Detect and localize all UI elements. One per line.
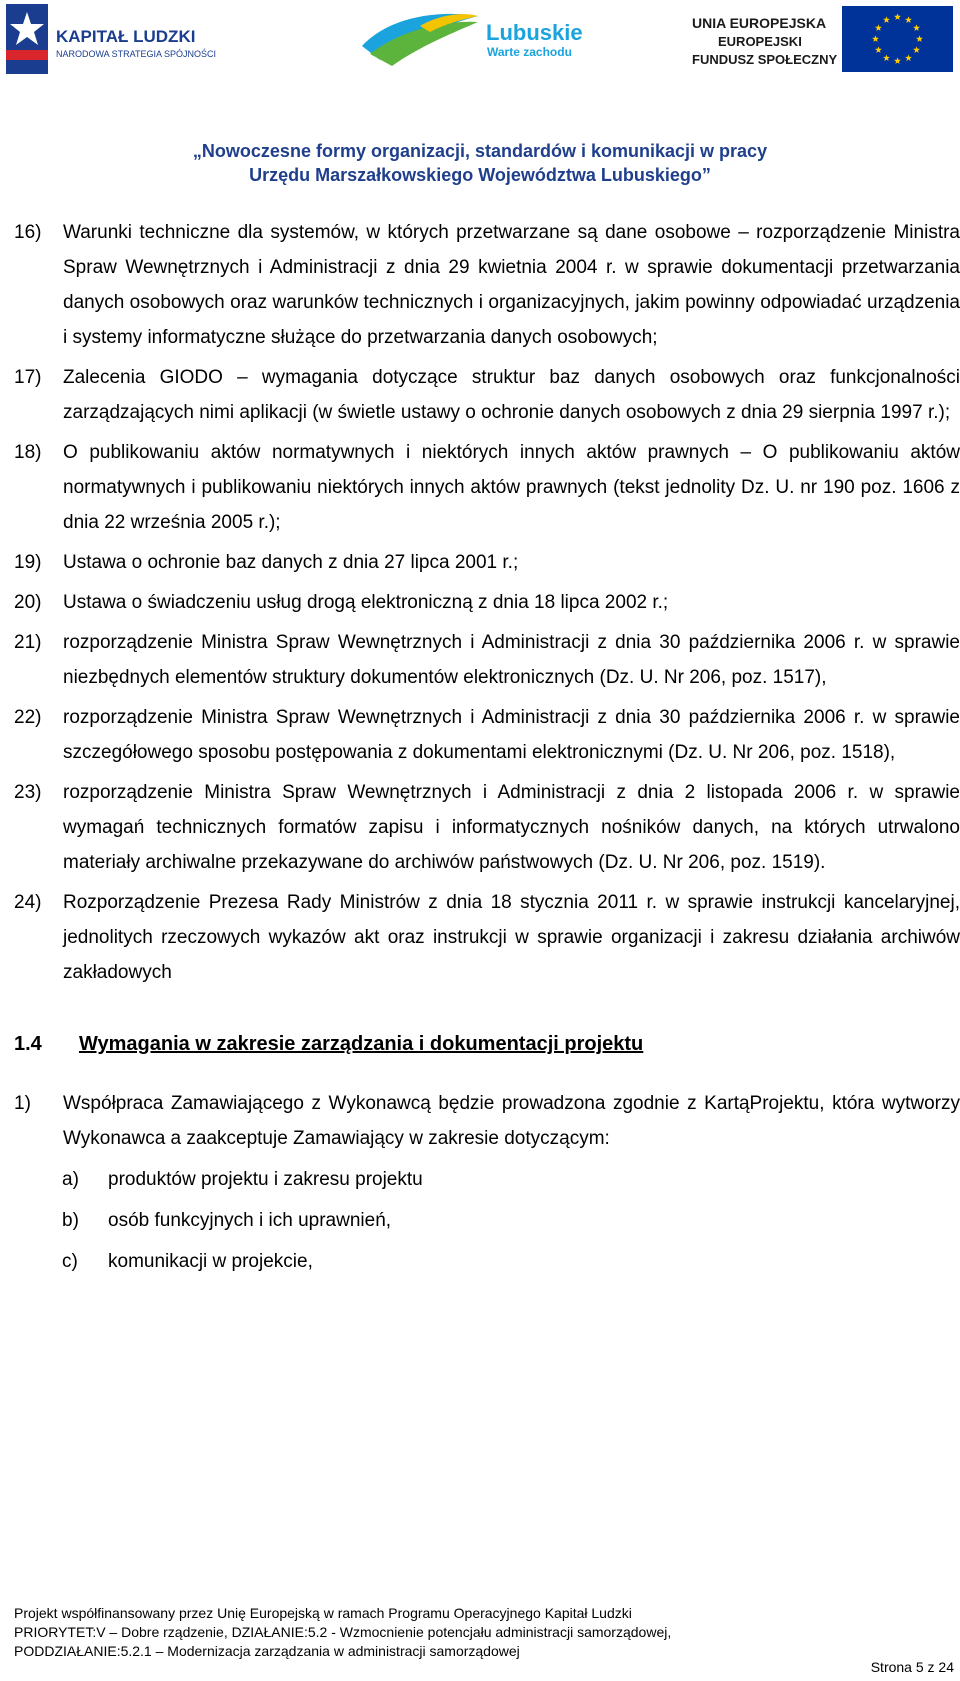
list-text: rozporządzenie Ministra Spraw Wewnętrznych i Administracji z dnia 30 października 2006 r. w sprawie szczegółowego sposobu postępowania z dokumentami elektronicznymi (Dz. U. Nr 206, poz. 1518), [63,707,960,763]
list-text: rozporządzenie Ministra Spraw Wewnętrznych i Administracji z dnia 30 października 2006 r. w sprawie niezbędnych elementów struktury dokumentów elektronicznych (Dz. U. Nr 206, poz. 1517), [63,632,960,688]
list-item [14,360,960,430]
eu-logo-line3: FUNDUSZ SPOŁECZNY [692,52,838,67]
list-text: rozporządzenie Ministra Spraw Wewnętrznych i Administracji z dnia 2 listopada 2006 r. w sprawie wymagań technicznych formatów zapisu i informatycznych nośników danych, na których utrwalono materiały archiwalne przekazywane do archiwów państwowych (Dz. U. Nr 206, poz. 1519). [63,782,960,873]
list-number: 20) [14,592,42,613]
sub-item [14,1162,960,1197]
sub-item-letter: b) [62,1210,79,1231]
list-number: 16) [14,222,42,243]
lubuskie-slogan: Warte zachodu [487,45,572,59]
list-item [14,775,960,880]
kl-logo-line1: KAPITAŁ LUDZKI [56,27,196,46]
list-number: 17) [14,367,42,388]
list-text: Ustawa o ochronie baz danych z dnia 27 lipca 2001 r.; [63,552,519,573]
list-number: 18) [14,442,42,463]
list-number: 24) [14,892,42,913]
sub-item-text: osób funkcyjnych i ich uprawnień, [108,1210,392,1231]
sub-item-text: produktów projektu i zakresu projektu [108,1169,423,1190]
lubuskie-name: Lubuskie [486,20,583,45]
sub-item-letter: a) [62,1169,79,1190]
footer-line1: Projekt współfinansowany przez Unię Europejską w ramach Programu Operacyjnego Kapitał Ludzki [14,1605,632,1621]
sub-item-letter: c) [62,1251,78,1272]
list-item [14,585,960,620]
kl-logo-line2: NARODOWA STRATEGIA SPÓJNOŚCI [56,49,216,59]
list-text: O publikowaniu aktów normatywnych i niektórych innych aktów prawnych – O publikowaniu aktów normatywnych i publikowaniu niektórych innych aktów prawnych (tekst jednolity Dz. U. nr 190 poz. 1606 z dnia 22 września 2005 r.); [63,442,960,533]
list-item [14,700,960,770]
document-title-line2: Urzędu Marszałkowskiego Województwa Lubuskiego” [249,165,711,185]
list-item [14,545,960,580]
footer-line3: PODDZIAŁANIE:5.2.1 – Modernizacja zarządzania w administracji samorządowej [14,1643,520,1659]
page-number: Strona 5 z 24 [870,1659,954,1675]
logo-bar [0,0,960,80]
list-item [14,435,960,540]
eu-logo-line1: UNIA EUROPEJSKA [692,15,827,31]
section-number: 1.4 [14,1033,42,1055]
point-number: 1) [14,1093,31,1114]
section-heading [14,1028,960,1060]
list-number: 21) [14,632,42,653]
list-number: 19) [14,552,42,573]
document-content [14,215,960,1279]
point-text: Współpraca Zamawiającego z Wykonawcą będzie prowadzona zgodnie z KartąProjektu, która wytworzy Wykonawca a zaakceptuje Zamawiający w zakresie dotyczącym: [63,1093,960,1149]
kapital-ludzki-logo [6,4,216,74]
sub-item-text: komunikacji w projekcie, [108,1251,313,1272]
sub-item [14,1203,960,1238]
document-title-line1: „Nowoczesne formy organizacji, standardów i komunikacji w pracy [192,141,768,161]
page-footer [14,1604,914,1661]
lubuskie-logo [360,6,590,70]
kl-red-stripe [6,50,48,60]
section-point [14,1086,960,1156]
list-text: Zalecenia GIODO – wymagania dotyczące struktur baz danych osobowych oraz funkcjonalności zarządzających nimi aplikacji (w świetle ustawy o ochronie danych osobowych z dnia 29 sierpnia 1997 r.); [63,367,960,423]
list-item [14,885,960,990]
list-text: Warunki techniczne dla systemów, w których przetwarzane są dane osobowe – rozporządzenie Ministra Spraw Wewnętrznych i Administracji z dnia 29 kwietnia 2004 r. w sprawie dokumentacji przetwarzania danych osobowych oraz warunków technicznych i organizacyjnych, jakim powinny odpowiadać urządzenia i systemy informatyczne służące do przetwarzania danych osobowych; [63,222,960,348]
list-text: Ustawa o świadczeniu usług drogą elektroniczną z dnia 18 lipca 2002 r.; [63,592,669,613]
footer-line2: PRIORYTET:V – Dobre rządzenie, DZIAŁANIE:5.2 - Wzmocnienie potencjału administracji samorządowej, [14,1624,672,1640]
section-title: Wymagania w zakresie zarządzania i dokumentacji projektu [79,1033,644,1055]
eu-logo [690,4,955,74]
eu-logo-line2: EUROPEJSKI [718,34,802,49]
list-number: 22) [14,707,42,728]
list-number: 23) [14,782,42,803]
list-item [14,215,960,355]
list-item [14,625,960,695]
list-text: Rozporządzenie Prezesa Rady Ministrów z dnia 18 stycznia 2011 r. w sprawie instrukcji kancelaryjnej, jednolitych rzeczowych wykazów akt oraz instrukcji w sprawie organizacji i zakresu działania archiwów zakładowych [63,892,960,983]
sub-item [14,1244,960,1279]
